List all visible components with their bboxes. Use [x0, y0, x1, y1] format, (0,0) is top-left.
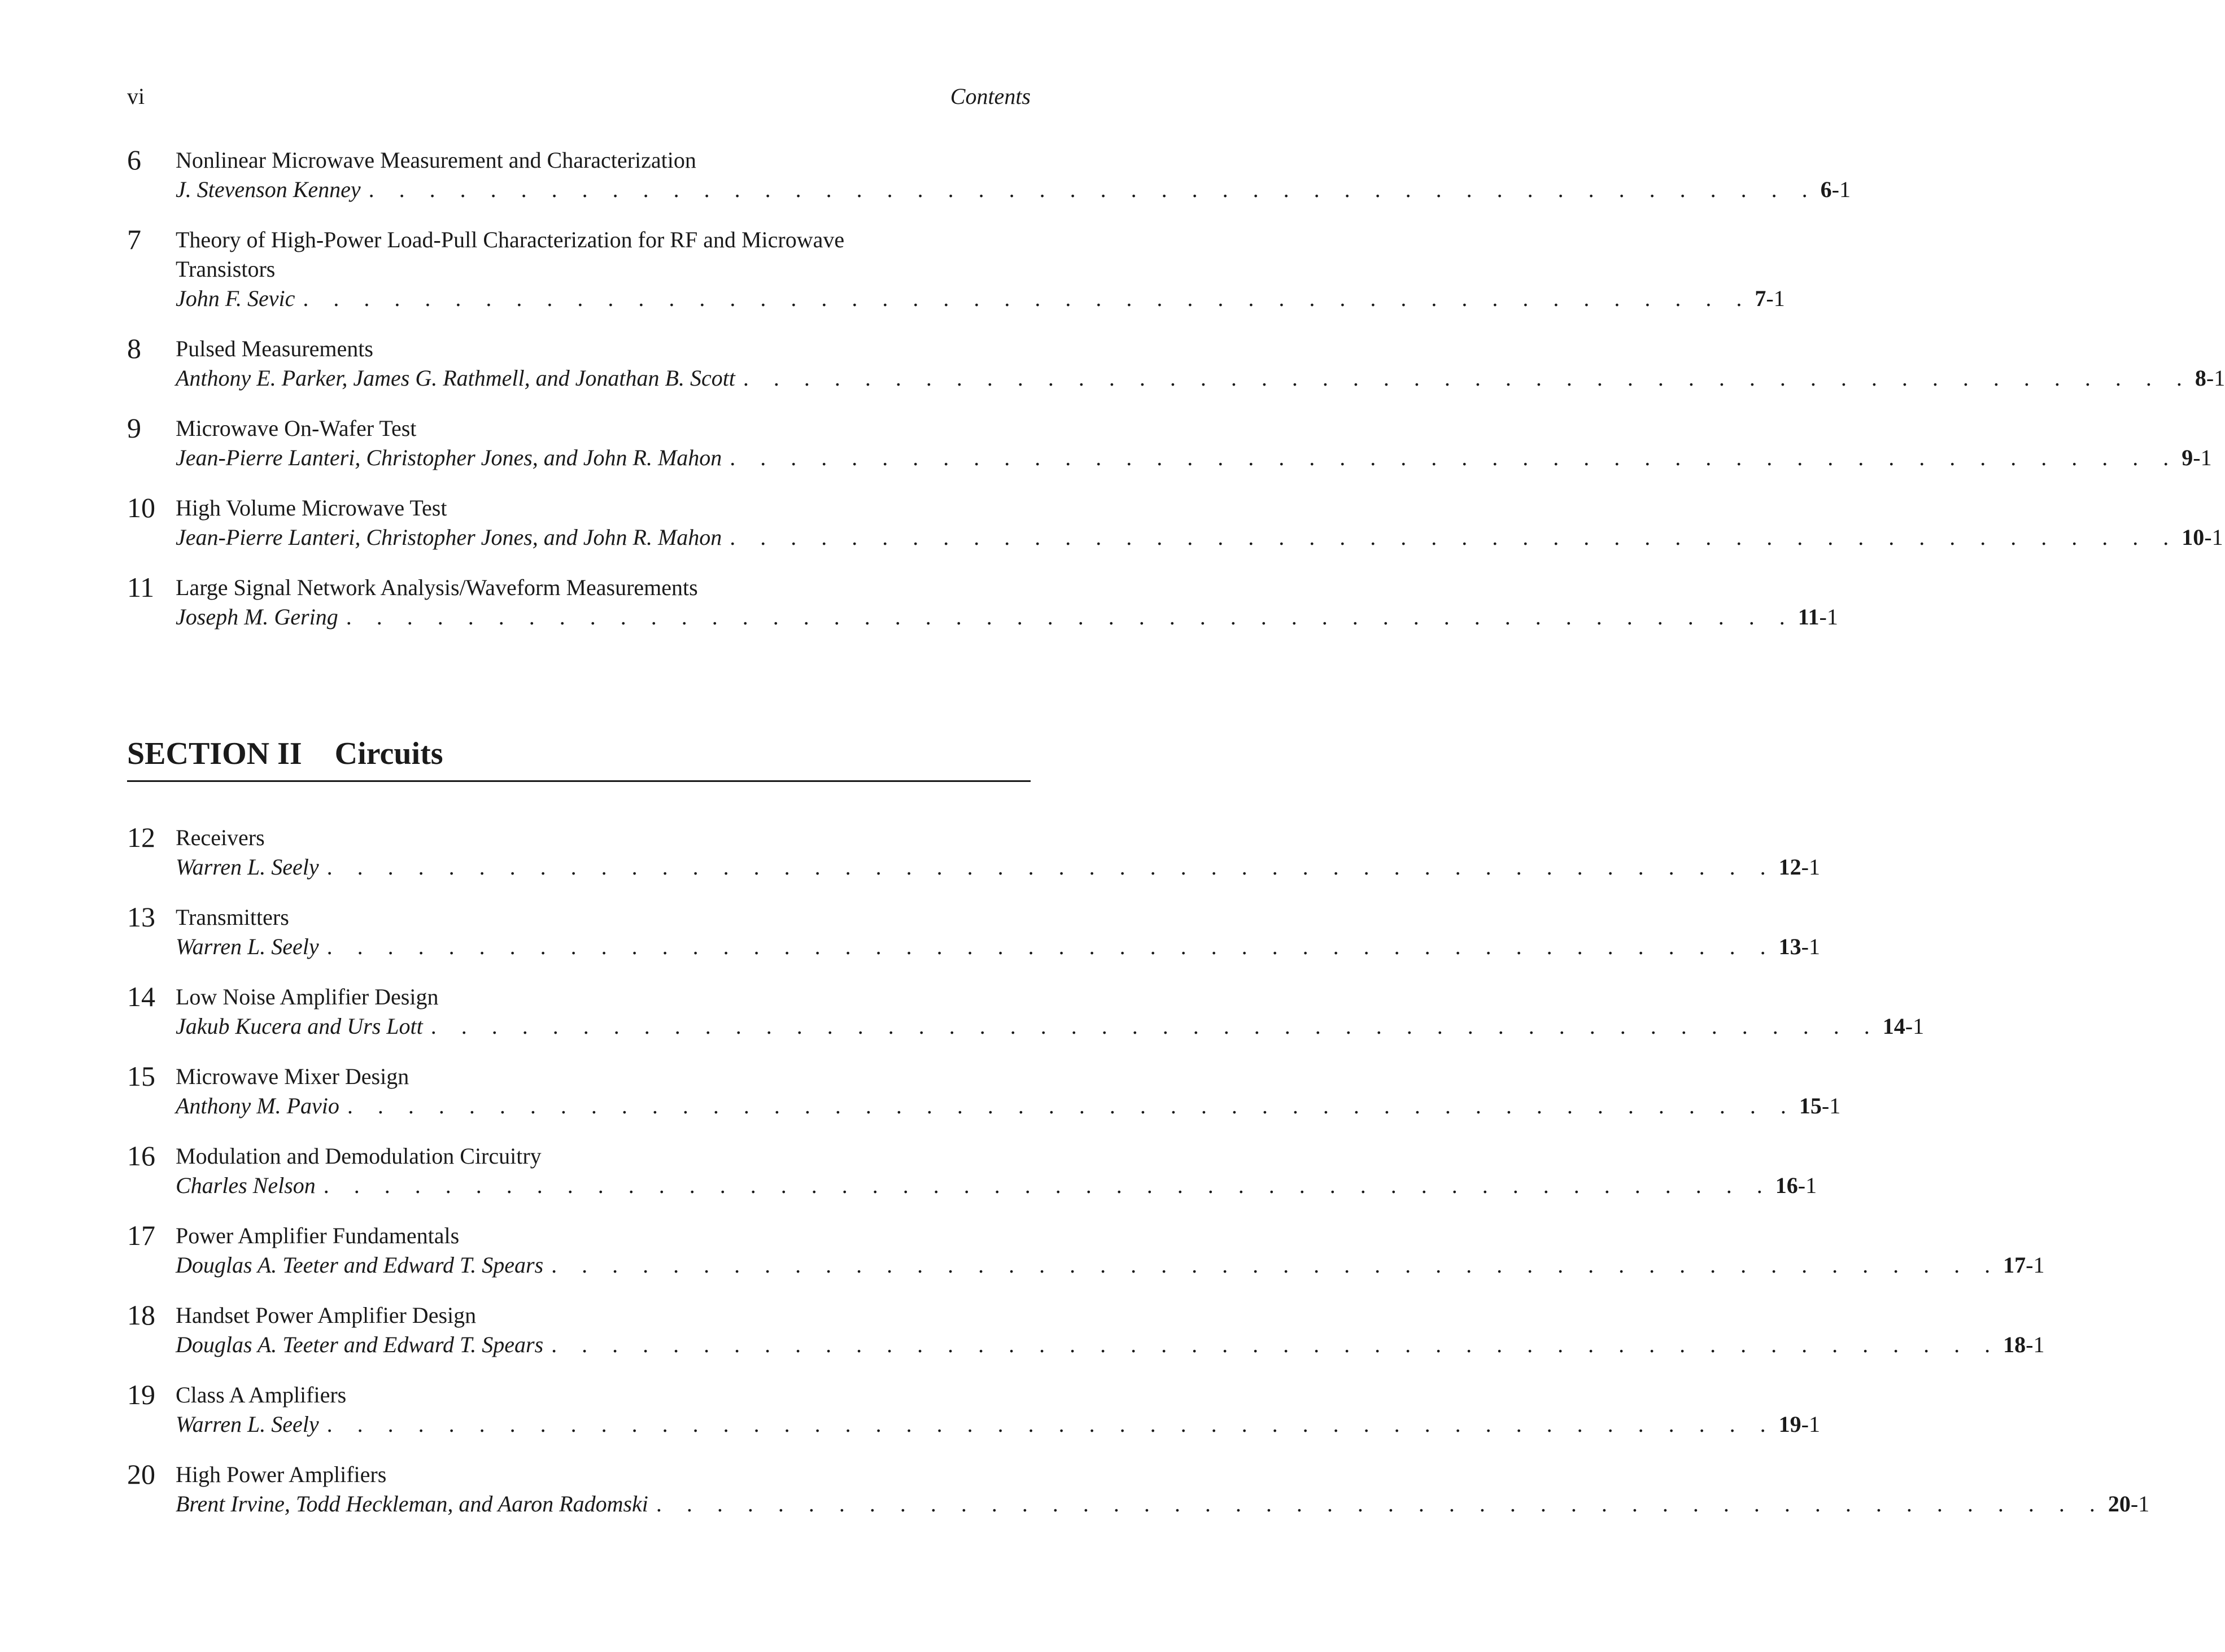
- chapter-title: Pulsed Measurements: [176, 336, 373, 361]
- dot-leader: . . . . . . . . . . . . . . . . . . . . . . . . . . . . . . . . . . . . . . . . . . . . . . . .: [656, 1491, 2105, 1516]
- chapter-title: Power Amplifier Fundamentals: [176, 1223, 460, 1248]
- author-line: [176, 1489, 2150, 1519]
- chapter-number: 20: [127, 1458, 155, 1490]
- author-line: [176, 175, 1851, 204]
- dot-leader: . . . . . . . . . . . . . . . . . . . . . . . . . . . . . . . . . . . . . . . . . . . . . . . .: [368, 177, 1817, 202]
- author-line: [176, 1410, 1820, 1439]
- page-ref-page: -1: [1821, 1093, 1841, 1118]
- toc-entry[interactable]: [127, 901, 1820, 962]
- toc-entry[interactable]: [127, 333, 2225, 393]
- page-ref-chapter: 11: [1798, 604, 1820, 630]
- page-reference: [1775, 853, 1820, 882]
- chapter-authors: Warren L. Seely: [176, 1411, 319, 1437]
- toc-entry[interactable]: [127, 821, 1820, 882]
- chapter-authors: Anthony M. Pavio: [176, 1093, 339, 1118]
- chapter-title: Nonlinear Microwave Measurement and Characterization: [176, 147, 696, 173]
- toc-entry[interactable]: [127, 571, 1838, 632]
- page-ref-page: -1: [1905, 1013, 1925, 1039]
- page-ref-chapter: 6: [1820, 177, 1832, 202]
- dot-leader: . . . . . . . . . . . . . . . . . . . . . . . . . . . . . . . . . . . . . . . . . . . . . . . .: [347, 1093, 1796, 1118]
- dot-leader: . . . . . . . . . . . . . . . . . . . . . . . . . . . . . . . . . . . . . . . . . . . . . . . .: [326, 854, 1775, 880]
- page-ref-chapter: 7: [1755, 286, 1766, 311]
- page-reference: [1751, 284, 1785, 313]
- dot-leader: . . . . . . . . . . . . . . . . . . . . . . . . . . . . . . . . . . . . . . . . . . . . . . . .: [323, 1173, 1772, 1198]
- chapter-title: Transmitters: [176, 904, 289, 930]
- chapter-number: 18: [127, 1299, 155, 1331]
- chapter-number: 10: [127, 492, 155, 523]
- page-reference: [1775, 932, 1820, 962]
- author-line: [176, 1091, 1841, 1121]
- toc-entry[interactable]: [127, 981, 1925, 1041]
- dot-leader: . . . . . . . . . . . . . . . . . . . . . . . . . . . . . . . . . . . . . . . . . . . . . . . .: [346, 604, 1795, 630]
- toc-entry[interactable]: [127, 1299, 2045, 1360]
- page-ref-chapter: 15: [1799, 1093, 1822, 1118]
- dot-leader: . . . . . . . . . . . . . . . . . . . . . . . . . . . . . . . . . . . . . . . . . . . . . . . .: [303, 286, 1752, 311]
- chapter-title: High Volume Microwave Test: [176, 495, 447, 521]
- toc-entry[interactable]: [127, 224, 1785, 313]
- chapter-title: High Power Amplifiers: [176, 1462, 387, 1487]
- page-reference: [2192, 364, 2225, 393]
- page-ref-chapter: 10: [2182, 525, 2205, 550]
- page-folio: vi: [127, 84, 145, 109]
- dot-leader: . . . . . . . . . . . . . . . . . . . . . . . . . . . . . . . . . . . . . . . . . . . . . . . .: [743, 365, 2192, 391]
- chapter-authors: Charles Nelson: [176, 1173, 316, 1198]
- chapter-authors: Jean-Pierre Lanteri, Christopher Jones, and John R. Mahon: [176, 445, 722, 470]
- toc-entry[interactable]: [127, 492, 2223, 552]
- section-label: SECTION II: [127, 736, 302, 771]
- toc-entry[interactable]: [127, 412, 2212, 473]
- page-reference: [2178, 523, 2223, 552]
- dot-leader: . . . . . . . . . . . . . . . . . . . . . . . . . . . . . . . . . . . . . . . . . . . . . . . .: [430, 1013, 1879, 1039]
- toc-list-part2: [127, 821, 2150, 1538]
- chapter-number: 17: [127, 1220, 155, 1251]
- page-ref-page: -1: [2193, 445, 2212, 470]
- toc-entry[interactable]: [127, 1140, 1817, 1200]
- chapter-number: 19: [127, 1379, 155, 1410]
- author-line: [176, 853, 1820, 882]
- section-heading: [127, 735, 1031, 782]
- page-ref-page: -1: [1819, 604, 1838, 630]
- page-ref-page: -1: [1801, 934, 1820, 959]
- author-line: [176, 443, 2212, 473]
- dot-leader: . . . . . . . . . . . . . . . . . . . . . . . . . . . . . . . . . . . . . . . . . . . . . . . .: [551, 1252, 2000, 1278]
- dot-leader: . . . . . . . . . . . . . . . . . . . . . . . . . . . . . . . . . . . . . . . . . . . . . . . .: [326, 1411, 1775, 1437]
- page-reference: [1772, 1171, 1817, 1200]
- chapter-number: 13: [127, 901, 155, 933]
- page-ref-page: -1: [1801, 854, 1820, 880]
- chapter-title: Large Signal Network Analysis/Waveform Measurements: [176, 575, 698, 600]
- dot-leader: . . . . . . . . . . . . . . . . . . . . . . . . . . . . . . . . . . . . . . . . . . . . . . . .: [730, 445, 2179, 470]
- page-ref-chapter: 16: [1775, 1173, 1798, 1198]
- chapter-title: Theory of High-Power Load-Pull Characterization for RF and Microwave Transistors: [176, 227, 845, 282]
- running-head-title: Contents: [950, 84, 1031, 109]
- page-ref-chapter: 20: [2108, 1491, 2131, 1516]
- chapter-title: Modulation and Demodulation Circuitry: [176, 1143, 542, 1169]
- chapter-authors: Douglas A. Teeter and Edward T. Spears: [176, 1252, 544, 1278]
- author-line: [176, 932, 1820, 962]
- contents-page: [127, 0, 2225, 1652]
- toc-entry[interactable]: [127, 1220, 2045, 1280]
- chapter-authors: J. Stevenson Kenney: [176, 177, 361, 202]
- section-title: Circuits: [334, 736, 443, 771]
- page-ref-page: -1: [2130, 1491, 2150, 1516]
- author-line: [176, 1251, 2045, 1280]
- page-ref-chapter: 8: [2195, 365, 2206, 391]
- chapter-title: Microwave On-Wafer Test: [176, 416, 417, 441]
- chapter-authors: Jakub Kucera and Urs Lott: [176, 1013, 423, 1039]
- author-line: [176, 364, 2225, 393]
- page-ref-page: -1: [2204, 525, 2223, 550]
- page-ref-page: -1: [2026, 1332, 2045, 1357]
- dot-leader: . . . . . . . . . . . . . . . . . . . . . . . . . . . . . . . . . . . . . . . . . . . . . . . .: [326, 934, 1775, 959]
- page-ref-page: -1: [2026, 1252, 2045, 1278]
- chapter-title: Handset Power Amplifier Design: [176, 1303, 477, 1328]
- page-reference: [1795, 602, 1838, 632]
- chapter-number: 11: [127, 571, 155, 603]
- page-ref-chapter: 13: [1778, 934, 1801, 959]
- toc-entry[interactable]: [127, 1379, 1820, 1439]
- chapter-number: 12: [127, 821, 155, 853]
- page-ref-chapter: 9: [2182, 445, 2193, 470]
- chapter-authors: John F. Sevic: [176, 286, 295, 311]
- page-reference: [1775, 1410, 1820, 1439]
- toc-entry[interactable]: [127, 144, 1851, 204]
- author-line: [176, 602, 1838, 632]
- chapter-title: Receivers: [176, 825, 265, 850]
- chapter-number: 16: [127, 1140, 155, 1172]
- chapter-authors: Warren L. Seely: [176, 854, 319, 880]
- running-head: [127, 84, 1031, 110]
- author-line: [176, 523, 2223, 552]
- page-ref-chapter: 19: [1778, 1411, 1801, 1437]
- page-reference: [1796, 1091, 1840, 1121]
- chapter-authors: Douglas A. Teeter and Edward T. Spears: [176, 1332, 544, 1357]
- page-ref-page: -1: [2206, 365, 2225, 391]
- page-ref-chapter: 12: [1778, 854, 1801, 880]
- chapter-authors: Joseph M. Gering: [176, 604, 338, 630]
- chapter-number: 15: [127, 1060, 155, 1092]
- author-line: [176, 1171, 1817, 1200]
- chapter-title: Microwave Mixer Design: [176, 1064, 409, 1089]
- page-ref-chapter: 18: [2003, 1332, 2026, 1357]
- page-ref-page: -1: [1831, 177, 1851, 202]
- dot-leader: . . . . . . . . . . . . . . . . . . . . . . . . . . . . . . . . . . . . . . . . . . . . . . . .: [551, 1332, 2000, 1357]
- toc-entry[interactable]: [127, 1060, 1841, 1121]
- author-line: [176, 284, 1785, 313]
- chapter-number: 8: [127, 333, 141, 364]
- author-line: [176, 1012, 1925, 1041]
- page-reference: [1879, 1012, 1924, 1041]
- page-ref-page: -1: [1766, 286, 1785, 311]
- page-reference: [2000, 1330, 2044, 1360]
- page-ref-page: -1: [1801, 1411, 1820, 1437]
- chapter-number: 9: [127, 412, 141, 444]
- toc-list-part1: [127, 144, 2225, 651]
- chapter-number: 7: [127, 224, 141, 255]
- page-ref-chapter: 17: [2003, 1252, 2026, 1278]
- chapter-authors: Anthony E. Parker, James G. Rathmell, and Jonathan B. Scott: [176, 365, 735, 391]
- chapter-title: Class A Amplifiers: [176, 1382, 347, 1408]
- chapter-number: 14: [127, 981, 155, 1012]
- chapter-number: 6: [127, 144, 141, 176]
- toc-entry[interactable]: [127, 1458, 2150, 1519]
- page-reference: [2105, 1489, 2149, 1519]
- dot-leader: . . . . . . . . . . . . . . . . . . . . . . . . . . . . . . . . . . . . . . . . . . . . . . . .: [730, 525, 2179, 550]
- chapter-authors: Warren L. Seely: [176, 934, 319, 959]
- page-reference: [2000, 1251, 2044, 1280]
- page-ref-chapter: 14: [1882, 1013, 1905, 1039]
- page-reference: [1817, 175, 1851, 204]
- page-reference: [2178, 443, 2211, 473]
- author-line: [176, 1330, 2045, 1360]
- chapter-authors: Brent Irvine, Todd Heckleman, and Aaron Radomski: [176, 1491, 648, 1516]
- chapter-authors: Jean-Pierre Lanteri, Christopher Jones, and John R. Mahon: [176, 525, 722, 550]
- chapter-title: Low Noise Amplifier Design: [176, 984, 439, 1009]
- page-ref-page: -1: [1798, 1173, 1817, 1198]
